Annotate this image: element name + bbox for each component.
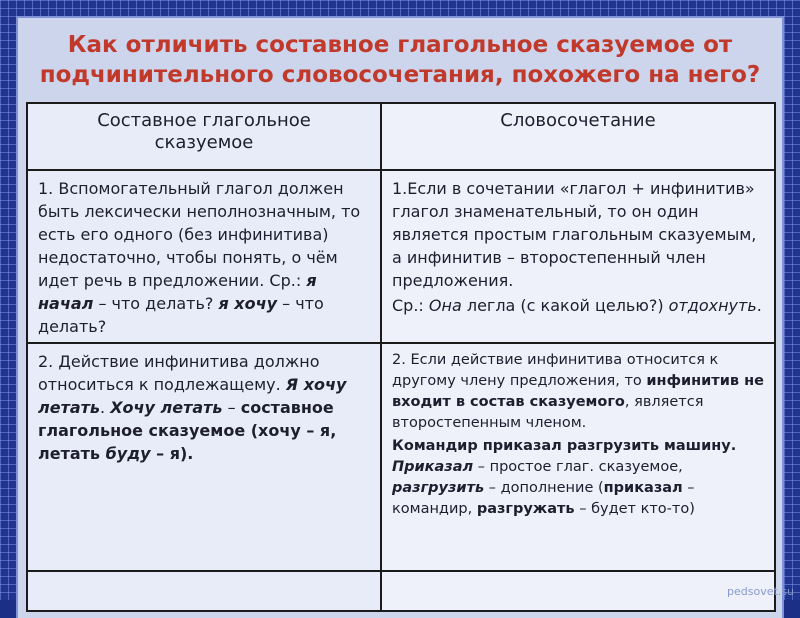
row2-right-t4: Командир приказал разгрузить машину. (392, 438, 737, 454)
row3-right-cell (381, 571, 775, 611)
row1-right-example (392, 294, 766, 317)
page-title (18, 30, 782, 90)
table-header-row (27, 103, 775, 170)
row1-right-t6: . (756, 296, 762, 315)
row1-right-t4: легла (с какой целью?) (461, 296, 669, 315)
row1-left-t4: я хочу (218, 294, 278, 313)
slide (18, 18, 782, 618)
row2-right-cell (381, 343, 775, 571)
row2-right-t3: , является второстепенным членом. (392, 394, 704, 431)
header-phrase-label: Словосочетание (500, 110, 656, 131)
row2-left-t4: Хочу летать (110, 398, 223, 417)
row1-left-t3: – что делать? (93, 294, 219, 313)
row2-left-t6: составное глагольное сказуемое (хочу – я, летать (38, 398, 337, 463)
title-line-1: Как отличить составное глагольное сказуемое от (67, 32, 733, 58)
title-line-2: подчинительного словосочетания, похожего на него? (39, 62, 761, 88)
row2-right-t12: – будет кто-то) (574, 501, 695, 517)
row2-right-t8: – дополнение ( (484, 480, 604, 496)
row2-right-t6: – простое глаг. сказуемое, (473, 459, 683, 475)
row1-right-text (392, 177, 766, 292)
row2-left-t3: . (100, 398, 111, 417)
table-row (27, 571, 775, 611)
header-predicate (27, 103, 381, 170)
row1-left-t2: я начал (38, 271, 317, 313)
row1-right-t1: 1.Если в сочетании «глагол + инфинитив» глагол знаменательный, то он один является простым глагольным сказуемым, а инфинитив – второстепенный член предложения. (392, 179, 757, 290)
table-row (27, 170, 775, 343)
row1-left-t5: – что делать? (38, 294, 324, 336)
row1-left-cell (27, 170, 381, 343)
row2-left-text (38, 350, 372, 465)
row2-right-t10: – командир, (392, 480, 695, 517)
header-predicate-line-2: сказуемое (154, 132, 254, 153)
row2-right-t7: разгрузить (392, 480, 485, 496)
row1-right-t2: Ср.: (392, 296, 429, 315)
row1-right-cell (381, 170, 775, 343)
row2-right-example (392, 436, 766, 520)
row3-left-cell (27, 571, 381, 611)
row2-left-cell (27, 343, 381, 571)
row1-left-text (38, 177, 372, 338)
row2-right-t5: Приказал (392, 459, 474, 475)
row2-right-t1: 2. Если действие инфинитива относится к другому члену предложения, то (392, 352, 719, 389)
row2-left-t5: – (222, 398, 241, 417)
row2-left-t7: буду (105, 444, 151, 463)
row2-right-t2: инфинитив не входит в состав сказуемого (392, 373, 764, 410)
row2-right-text (392, 350, 766, 434)
row2-left-t8: – я). (150, 444, 194, 463)
header-phrase (381, 103, 775, 170)
watermark: pedsovet.su (727, 585, 794, 598)
comparison-table (26, 102, 776, 612)
header-predicate-line-1: Составное глагольное (97, 110, 311, 131)
table-row (27, 343, 775, 571)
row2-left-t1: 2. Действие инфинитива должно относиться к подлежащему. (38, 352, 320, 394)
row1-right-t5: отдохнуть (668, 296, 757, 315)
row2-right-t11: разгружать (476, 501, 575, 517)
row1-left-t1: 1. Вспомогательный глагол должен быть лексически неполнозначным, то есть его одного (без инфинитива) недостаточно, чтобы понять, о чём идет речь в предложении. Ср.: (38, 179, 361, 290)
row2-right-t9: приказал (603, 480, 683, 496)
row2-left-t2: Я хочу летать (38, 375, 347, 417)
row1-right-t3: Она (428, 296, 462, 315)
